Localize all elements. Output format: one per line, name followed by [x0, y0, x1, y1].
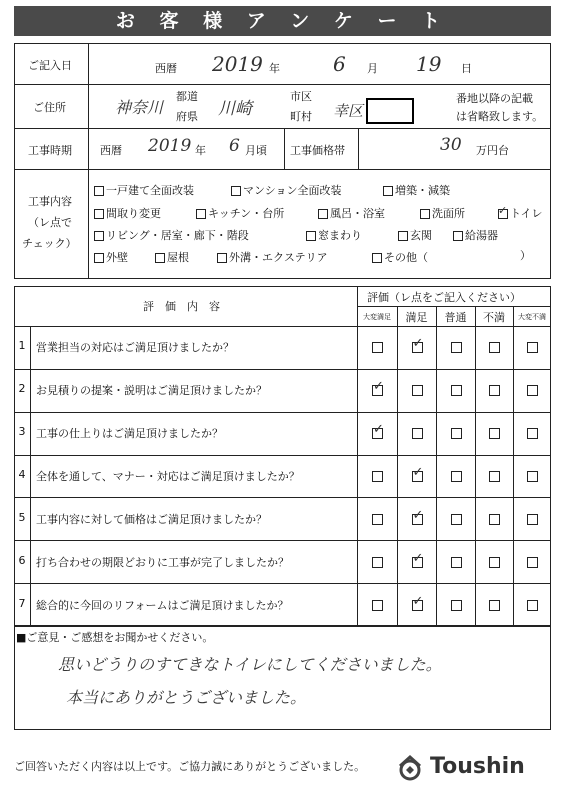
- checkbox-icon[interactable]: [372, 253, 382, 263]
- rating-checkbox[interactable]: [412, 600, 423, 611]
- rating-checkbox[interactable]: [372, 471, 383, 482]
- question-text: 営業担当の対応はご満足頂けましたか？: [36, 341, 234, 355]
- work-option[interactable]: [420, 205, 465, 221]
- checkbox-icon[interactable]: [94, 231, 104, 241]
- rating-checkbox[interactable]: [527, 557, 538, 568]
- work-option[interactable]: [318, 205, 385, 221]
- rating-checkbox[interactable]: [489, 385, 500, 396]
- city-unit-top: 市区: [290, 90, 312, 103]
- toushin-logo-icon: [395, 752, 425, 782]
- checkbox-icon[interactable]: [306, 231, 316, 241]
- rating-checkbox[interactable]: [489, 471, 500, 482]
- checkbox-icon[interactable]: [94, 253, 104, 263]
- work-option[interactable]: [383, 182, 450, 198]
- rating-checkbox[interactable]: [527, 600, 538, 611]
- work-option[interactable]: [94, 227, 249, 243]
- address-ward: 幸区: [333, 102, 364, 120]
- work-option-label: 屋根: [167, 251, 189, 264]
- rating-checkbox[interactable]: [412, 428, 423, 439]
- work-option[interactable]: [94, 249, 128, 265]
- entry-year: 2019: [212, 52, 263, 76]
- question-number: 2: [18, 382, 26, 396]
- checkbox-icon[interactable]: [453, 231, 463, 241]
- entry-year-unit: 年: [269, 62, 280, 75]
- work-option-label: マンション全面改装: [243, 184, 342, 197]
- form-title: お 客 様 ア ン ケ ー ト: [14, 6, 551, 36]
- rating-checkbox[interactable]: [372, 514, 383, 525]
- question-text: 打ち合わせの期限どおりに工事が完了しましたか？: [36, 555, 289, 569]
- work-option-label: 増築・減築: [395, 184, 450, 197]
- work-option-label: 窓まわり: [318, 229, 362, 242]
- rating-checkbox[interactable]: [489, 600, 500, 611]
- work-option-label: 一戸建て全面改装: [106, 184, 194, 197]
- period-year-unit: 年: [195, 144, 206, 157]
- question-text: 工事の仕上りはご満足頂けましたか？: [36, 427, 223, 441]
- question-text: お見積りの提案・説明はご満足頂けましたか？: [36, 384, 267, 398]
- work-option-label: 玄関: [410, 229, 432, 242]
- question-number: 4: [18, 468, 26, 481]
- rating-checkbox[interactable]: [372, 600, 383, 611]
- other-close: ）: [520, 249, 531, 262]
- period-era: 西暦: [100, 144, 122, 157]
- work-option-label: キッチン・台所: [208, 207, 285, 220]
- entry-month-unit: 月: [367, 62, 378, 75]
- rating-checkbox[interactable]: [527, 342, 538, 353]
- question-number: 7: [18, 596, 26, 610]
- price-value: 30: [440, 135, 462, 155]
- checkbox-icon[interactable]: [383, 186, 393, 196]
- rating-checkbox[interactable]: [489, 342, 500, 353]
- work-option[interactable]: [94, 205, 161, 221]
- work-option-label: 間取り変更: [106, 207, 161, 220]
- rating-checkbox[interactable]: [451, 514, 462, 525]
- rating-checkbox[interactable]: [527, 514, 538, 525]
- checkbox-icon[interactable]: [398, 231, 408, 241]
- rating-checkbox[interactable]: [372, 557, 383, 568]
- pref-unit-top: 都道: [176, 90, 198, 103]
- checkbox-icon[interactable]: [155, 253, 165, 263]
- rating-checkbox[interactable]: [451, 428, 462, 439]
- rating-checkbox[interactable]: [412, 342, 423, 353]
- work-option[interactable]: [155, 249, 189, 265]
- work-option[interactable]: [306, 227, 362, 243]
- address-note-1: 番地以降の記載: [456, 92, 533, 105]
- rating-label: 普通: [444, 311, 467, 324]
- work-label-2: （レ点で: [28, 216, 72, 229]
- period-label: 工事時期: [28, 144, 72, 157]
- work-option[interactable]: [498, 205, 542, 221]
- rating-checkbox[interactable]: [527, 471, 538, 482]
- period-month-unit: 月頃: [245, 144, 267, 157]
- rating-header: 評価（レ点をご記入ください）: [367, 291, 521, 304]
- rating-label: 満足: [405, 311, 428, 324]
- rating-checkbox[interactable]: [412, 557, 423, 568]
- work-option-label: リビング・居室・廊下・階段: [106, 229, 249, 242]
- checkbox-icon[interactable]: [231, 186, 241, 196]
- entry-date-label: ご記入日: [28, 59, 72, 72]
- rating-checkbox[interactable]: [489, 428, 500, 439]
- question-number: 1: [18, 339, 26, 353]
- checkbox-icon[interactable]: [196, 209, 206, 219]
- work-option-label: 外壁: [106, 251, 128, 264]
- price-unit: 万円台: [476, 144, 509, 157]
- rating-checkbox[interactable]: [527, 428, 538, 439]
- work-option[interactable]: [94, 182, 194, 198]
- work-option[interactable]: [196, 205, 284, 221]
- work-option-label: その他（: [384, 251, 428, 264]
- address-label: ご住所: [33, 101, 66, 114]
- info-table: [14, 43, 551, 279]
- entry-month: 6: [333, 52, 346, 76]
- work-option-label: 洗面所: [432, 207, 465, 220]
- work-label-3: チェック）: [22, 237, 77, 250]
- work-option[interactable]: [231, 182, 342, 198]
- footer-text: ご回答いただく内容は以上です。ご協力誠にありがとうございました。: [14, 760, 366, 773]
- checkbox-icon[interactable]: [94, 186, 104, 196]
- rating-label: 大変不満: [518, 313, 546, 321]
- address-note-2: は省略致します。: [456, 110, 544, 123]
- rating-label: 大変満足: [363, 313, 391, 321]
- rating-label: 不満: [483, 311, 505, 324]
- checkbox-icon[interactable]: [318, 209, 328, 219]
- work-option-label: 外溝・エクステリア: [229, 251, 328, 264]
- checkbox-icon[interactable]: [420, 209, 430, 219]
- checkbox-icon[interactable]: [217, 253, 227, 263]
- work-option[interactable]: [453, 227, 498, 243]
- survey-table: [14, 286, 551, 626]
- period-year: 2019: [148, 136, 192, 156]
- rating-checkbox[interactable]: [372, 385, 383, 396]
- question-number: 5: [18, 510, 26, 524]
- redaction-box: [366, 98, 414, 124]
- work-label-1: 工事内容: [28, 195, 72, 208]
- period-month: 6: [229, 136, 240, 156]
- rating-checkbox[interactable]: [489, 557, 500, 568]
- rating-checkbox[interactable]: [372, 342, 383, 353]
- survey-header: 評 価 内 容: [143, 300, 220, 313]
- question-text: 全体を通して、マナー・対応はご満足頂けましたか？: [36, 470, 300, 483]
- pref-unit-bottom: 府県: [176, 110, 198, 123]
- rating-checkbox[interactable]: [412, 514, 423, 525]
- city-unit-bottom: 町村: [290, 110, 312, 123]
- question-number: 6: [18, 553, 26, 567]
- rating-checkbox[interactable]: [489, 514, 500, 525]
- rating-checkbox[interactable]: [451, 342, 462, 353]
- work-option[interactable]: [372, 249, 428, 265]
- rating-checkbox[interactable]: [451, 385, 462, 396]
- rating-checkbox[interactable]: [451, 600, 462, 611]
- price-label: 工事価格帯: [290, 144, 345, 157]
- checkbox-icon[interactable]: [94, 209, 104, 219]
- address-city: 川崎: [218, 99, 252, 119]
- work-option[interactable]: [217, 249, 328, 265]
- question-number: 3: [18, 425, 26, 439]
- entry-day-unit: 日: [461, 62, 472, 75]
- rating-checkbox[interactable]: [412, 385, 423, 396]
- work-option-label: トイレ: [510, 207, 543, 220]
- comment-line-2: 本当にありがとうございました。: [66, 688, 307, 707]
- question-text: 総合的に今回のリフォームはご満足頂けましたか？: [36, 598, 289, 612]
- brand-name: Toushin: [430, 754, 525, 779]
- rating-checkbox[interactable]: [451, 471, 462, 482]
- entry-day: 19: [416, 52, 442, 76]
- question-text: 工事内容に対して価格はご満足頂けましたか？: [36, 512, 267, 526]
- address-prefecture: 神奈川: [115, 98, 164, 117]
- comment-line-1: 思いどうりのすてきなトイレにしてくださいました。: [58, 655, 442, 674]
- rating-checkbox[interactable]: [451, 557, 462, 568]
- comments-label: ■ご意見・ご感想をお聞かせください。: [16, 631, 214, 644]
- work-option[interactable]: [398, 227, 432, 243]
- rating-checkbox[interactable]: [527, 385, 538, 396]
- rating-checkbox[interactable]: [372, 428, 383, 439]
- rating-checkbox[interactable]: [412, 471, 423, 482]
- work-option-label: 給湯器: [465, 229, 498, 242]
- entry-era: 西暦: [155, 62, 177, 75]
- checkbox-icon[interactable]: [498, 209, 508, 219]
- work-option-label: 風呂・浴室: [330, 207, 385, 220]
